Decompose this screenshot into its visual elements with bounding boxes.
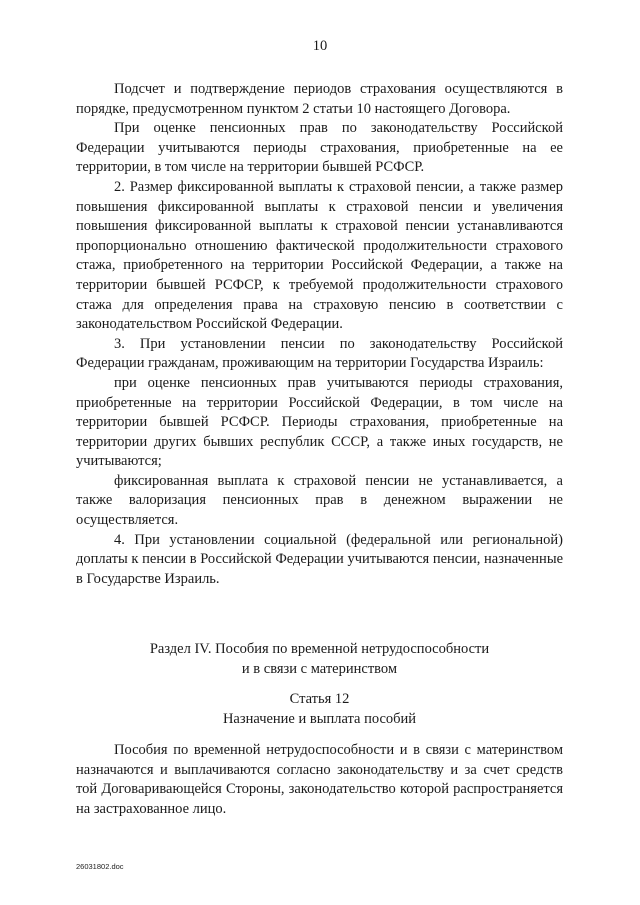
paragraph-fixed-payment-not-set: фиксированная выплата к страховой пенсии не устанавливается, а также валоризация пенсионных прав в денежном выражении не осуществляется.: [76, 472, 563, 529]
section-heading: [76, 640, 563, 679]
article-title: Назначение и выплата пособий: [222, 710, 417, 727]
paragraph-social-supplement: 4. При установлении социальной (федеральной или региональной) доплаты к пенсии в Российской Федерации учитываются пенсии, назначенные в Государстве Израиль.: [76, 531, 563, 587]
body-text: [76, 80, 563, 589]
page-number: 10: [312, 38, 328, 54]
article-number: Статья 12: [289, 691, 350, 707]
paragraph-pension-rights-rf: При оценке пенсионных прав по законодательству Российской Федерации учитываются периоды страхования, приобретенные на ее территории, в том числе на территории бывшей РСФСР.: [76, 120, 563, 176]
paragraph-israel-residents: 3. При установлении пенсии по законодательству Российской Федерации гражданам, проживающим на территории Государства Израиль:: [76, 335, 563, 372]
footer-file-name: 26031802.doc: [76, 862, 124, 871]
paragraph-assessment-rules: при оценке пенсионных прав учитываются периоды страхования, приобретенные на территории Российской Федерации, в том числе на территории бывшей РСФСР. Периоды страхования, приобретенные на территории других бывших республик СССР, а также иных государств, не учитываются;: [76, 374, 563, 470]
section-heading-line-2: и в связи с материнством: [241, 660, 398, 677]
paragraph-benefits: Пособия по временной нетрудоспособности и в связи с материнством назначаются и выплачиваются согласно законодательству и за счет средств той Договаривающейся Стороны, законодательство которой распространяется на застрахованное лицо.: [76, 742, 563, 817]
paragraph-fixed-payment: 2. Размер фиксированной выплаты к страховой пенсии, а также размер повышения фиксированной выплаты к страховой пенсии и увеличения повышения фиксированной выплаты к страховой пенсии устанавливаются пропорционально отношению фактической продолжительности страхового стажа, приобретенного на территории Российской Федерации, а также на территории бывшей РСФСР, к требуемой продолжительности страхового стажа для определения права на страховую пенсию в соответствии с законодательством Российской Федерации.: [76, 178, 563, 333]
section-heading-line-1: Раздел IV. Пособия по временной нетрудоспособности: [149, 641, 490, 657]
article-body: [76, 741, 563, 819]
paragraph-counting-periods: Подсчет и подтверждение периодов страхования осуществляются в порядке, предусмотренном пунктом 2 статьи 10 настоящего Договора.: [76, 81, 563, 117]
article-heading: [76, 690, 563, 729]
